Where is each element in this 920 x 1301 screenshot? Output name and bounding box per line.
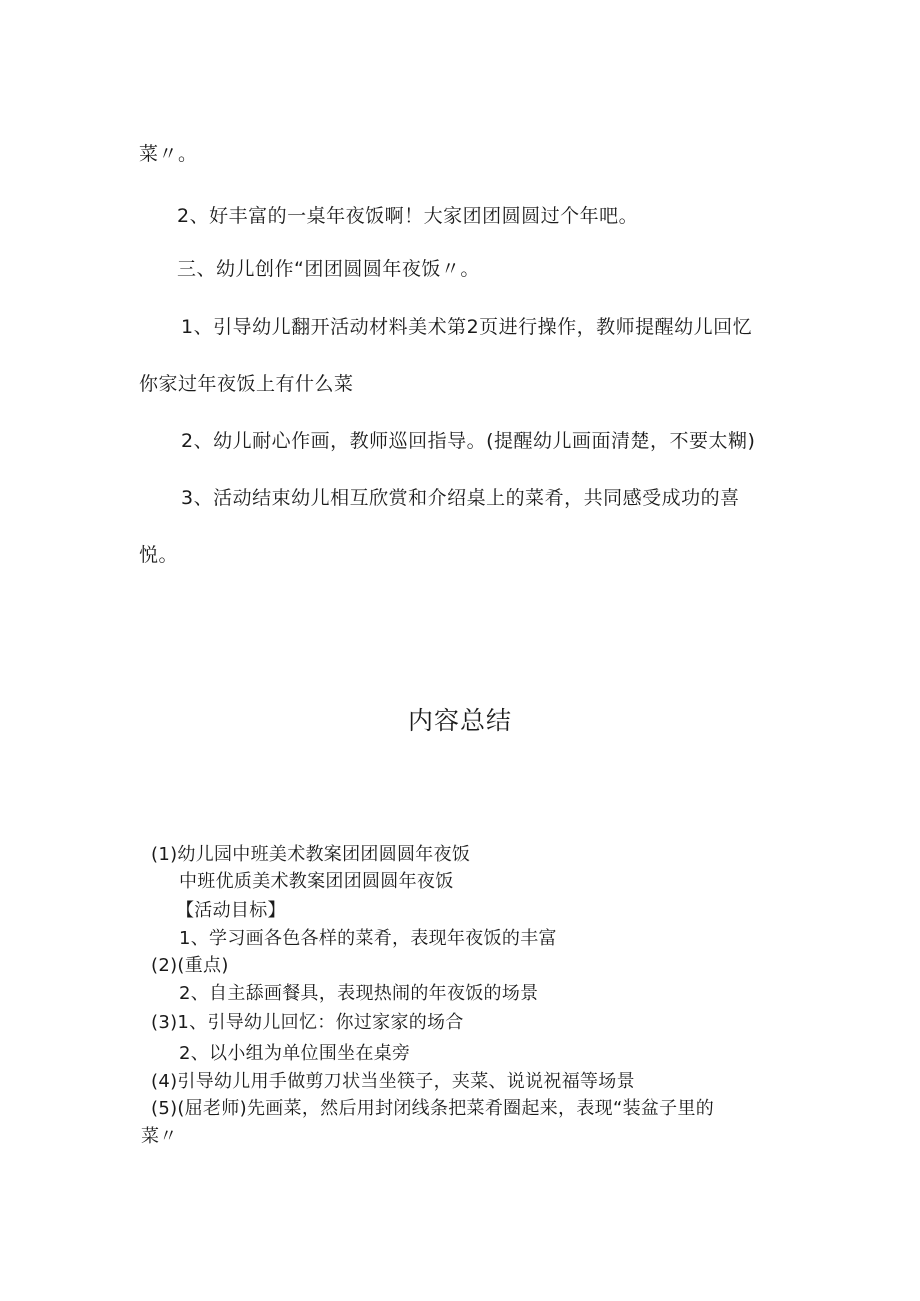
summary-goal-2: 2、自主舔画餐具，表现热闹的年夜饭的场景 <box>179 983 539 1004</box>
body-line-5: 你家过年夜饭上有什么菜 <box>139 373 354 395</box>
body-line-7: 3、活动结束幼儿相互欣赏和介绍桌上的菜肴，共同感受成功的喜 <box>181 487 740 509</box>
body-line-1: 菜〃。 <box>139 143 198 165</box>
section-heading-3: 三、幼儿创作“团团圆圆年夜饭〃。 <box>177 258 480 280</box>
body-line-4: 1、引导幼儿翻开活动材料美术第2页进行操作，教师提醒幼儿回忆 <box>181 316 753 338</box>
body-line-8: 悦。 <box>139 544 179 566</box>
body-line-6: 2、幼儿耐心作画，教师巡回指导。(提醒幼儿画面清楚，不要太糊) <box>181 430 756 452</box>
summary-subtitle: 中班优质美术教案团团圆圆年夜饭 <box>179 871 454 892</box>
body-line-2: 2、好丰富的一桌年夜饭啊！大家团团圆圆过个年吧。 <box>177 205 639 227</box>
summary-item-5: (5)(屈老师)先画菜，然后用封闭线条把菜肴圈起来，表现“装盆子里的 <box>151 1098 715 1119</box>
summary-item-2: (2)(重点) <box>151 955 229 976</box>
summary-step-2: 2、以小组为单位围坐在桌旁 <box>179 1043 411 1064</box>
summary-item-3: (3)1、引导幼儿回忆：你过家家的场合 <box>151 1012 464 1033</box>
summary-item-5-cont: 菜〃 <box>141 1126 178 1147</box>
summary-goals-heading: 【活动目标】 <box>176 900 286 921</box>
summary-title: 内容总结 <box>407 706 512 735</box>
summary-item-4: (4)引导幼儿用手做剪刀状当坐筷子，夹菜、说说祝福等场景 <box>151 1071 635 1092</box>
summary-goal-1: 1、学习画各色各样的菜肴，表现年夜饭的丰富 <box>179 928 557 949</box>
summary-item-1: (1)幼儿园中班美术教案团团圆圆年夜饭 <box>151 844 471 865</box>
